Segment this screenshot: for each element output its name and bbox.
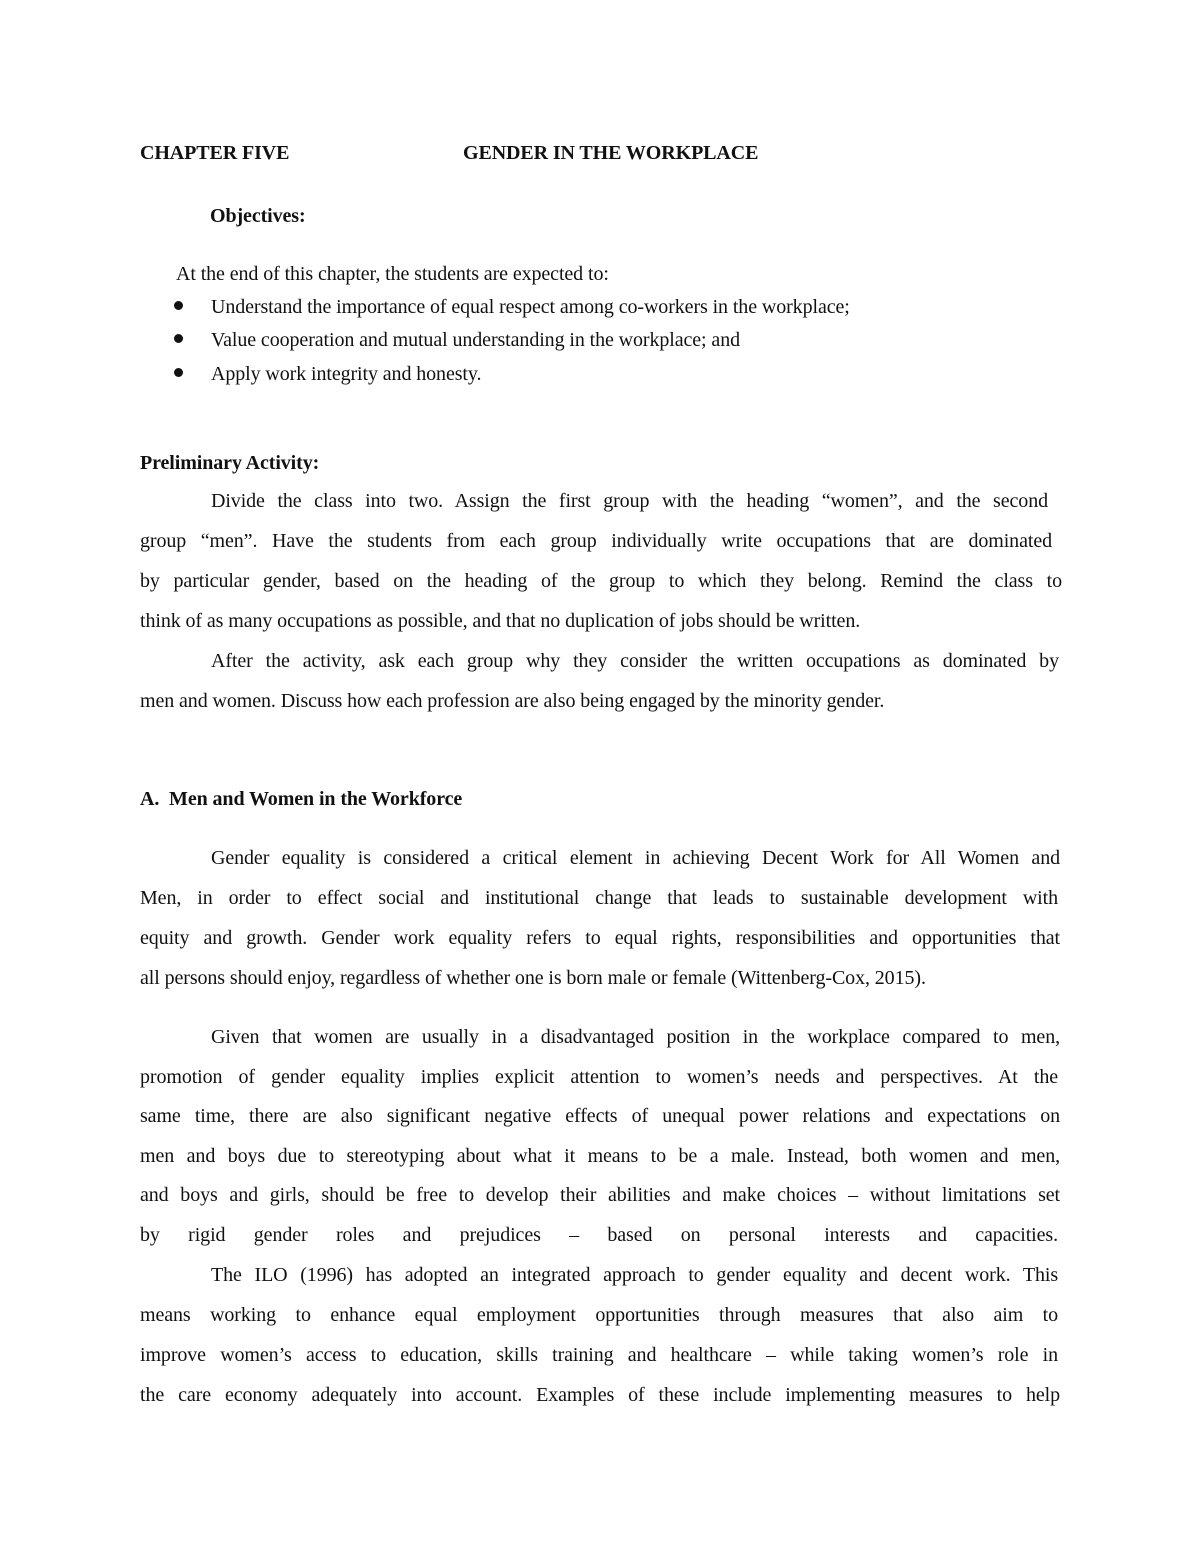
paragraph-line: Gender equality is considered a critical element in achieving Decent Work for All Women and <box>211 847 1060 869</box>
paragraph-line: improve women’s access to education, skills training and healthcare – while taking women’s role in <box>140 1344 1058 1366</box>
bullet-icon <box>174 301 183 310</box>
bullet-icon <box>174 368 183 377</box>
section-heading: A. Men and Women in the Workforce <box>140 788 463 810</box>
chapter-title: GENDER IN THE WORKPLACE <box>463 142 759 164</box>
paragraph-line: think of as many occupations as possible, and that no duplication of jobs should be written. <box>140 610 861 632</box>
paragraph-line: men and women. Discuss how each profession are also being engaged by the minority gender. <box>140 690 885 712</box>
paragraph-line: all persons should enjoy, regardless of whether one is born male or female (Wittenberg-Cox, 2015). <box>140 967 926 989</box>
paragraph-line: men and boys due to stereotyping about what it means to be a male. Instead, both women and men, <box>140 1145 1060 1167</box>
paragraph-line: and boys and girls, should be free to develop their abilities and make choices – without limitations set <box>140 1184 1060 1206</box>
chapter-label: CHAPTER FIVE <box>140 142 290 164</box>
paragraph-line: by rigid gender roles and prejudices – based on personal interests and capacities. <box>140 1224 1058 1246</box>
objectives-heading: Objectives: <box>210 205 306 227</box>
paragraph-line: promotion of gender equality implies explicit attention to women’s needs and perspectives. At the <box>140 1066 1058 1088</box>
paragraph-line: Divide the class into two. Assign the first group with the heading “women”, and the second <box>211 490 1048 512</box>
objective-item: Value cooperation and mutual understanding in the workplace; and <box>211 329 740 351</box>
paragraph-line: the care economy adequately into account. Examples of these include implementing measures to help <box>140 1384 1060 1406</box>
paragraph-line: equity and growth. Gender work equality refers to equal rights, responsibilities and opportunities that <box>140 927 1060 949</box>
objectives-intro: At the end of this chapter, the students are expected to: <box>176 263 609 285</box>
paragraph-line: by particular gender, based on the heading of the group to which they belong. Remind the class to <box>140 570 1062 592</box>
objective-item: Understand the importance of equal respect among co-workers in the workplace; <box>211 296 850 318</box>
paragraph-line: means working to enhance equal employment opportunities through measures that also aim to <box>140 1304 1058 1326</box>
paragraph-line: Given that women are usually in a disadvantaged position in the workplace compared to men, <box>211 1026 1060 1048</box>
paragraph-line: Men, in order to effect social and institutional change that leads to sustainable development with <box>140 887 1058 909</box>
paragraph-line: The ILO (1996) has adopted an integrated approach to gender equality and decent work. This <box>211 1264 1058 1286</box>
objective-item: Apply work integrity and honesty. <box>211 363 482 385</box>
paragraph-line: same time, there are also significant negative effects of unequal power relations and expectations on <box>140 1105 1060 1127</box>
bullet-icon <box>174 334 183 343</box>
preliminary-heading: Preliminary Activity: <box>140 452 320 474</box>
paragraph-line: After the activity, ask each group why they consider the written occupations as dominated by <box>211 650 1059 672</box>
paragraph-line: group “men”. Have the students from each group individually write occupations that are dominated <box>140 530 1052 552</box>
